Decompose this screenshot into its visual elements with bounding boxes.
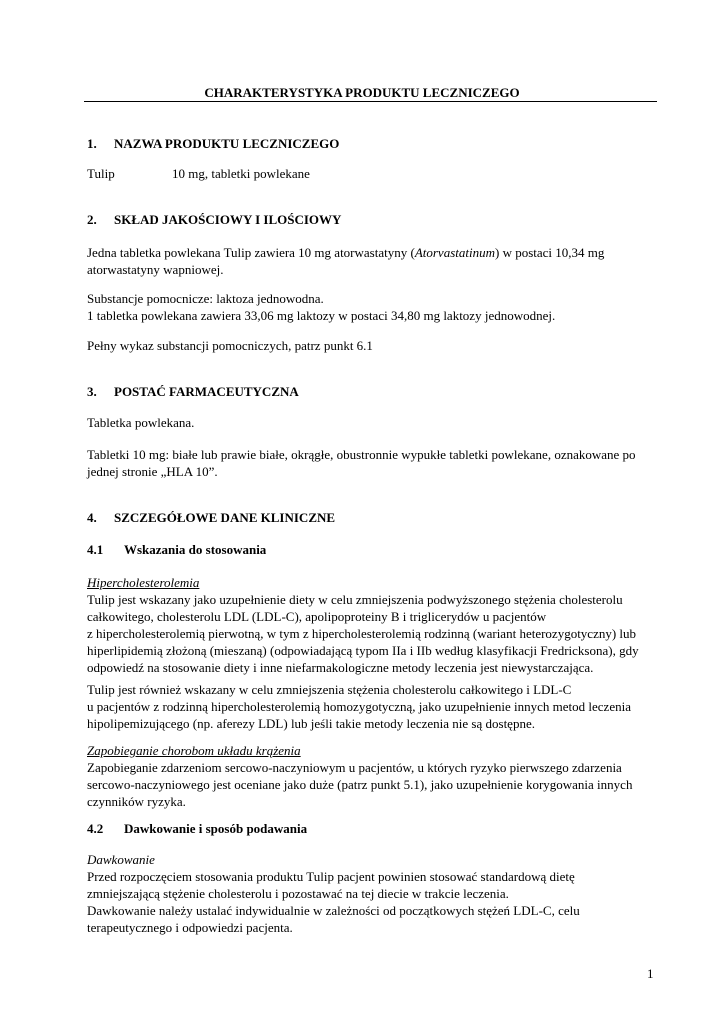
pharm-form-line: Tabletki 10 mg: białe lub prawie białe, okrągłe, obustronnie wypukłe tabletki powlekane, oznakowane po <box>87 447 636 462</box>
subheading-hypercholesterolemia: Hipercholesterolemia <box>87 575 200 590</box>
dosage-block <box>87 851 580 936</box>
section-title: SKŁAD JAKOŚCIOWY I ILOŚCIOWY <box>114 212 342 227</box>
text-line: czynników ryzyka. <box>87 794 186 809</box>
subsection-number: 4.2 <box>87 821 104 836</box>
full-list-note: Pełny wykaz substancji pomocniczych, patrz punkt 6.1 <box>87 338 373 353</box>
text-line: odpowiedź na stosowanie diety i inne niefarmakologiczne metody leczenia jest niewystarczająca. <box>87 660 594 675</box>
section-title: NAZWA PRODUKTU LECZNICZEGO <box>114 136 340 151</box>
text-line: hiperlipidemią złożoną (mieszaną) (odpowiadającą typom IIa i IIb według klasyfikacji Fredricksona), gdy <box>87 643 639 658</box>
text-line: Tulip jest również wskazany w celu zmniejszenia stężenia cholesterolu całkowitego i LDL-C <box>87 682 572 697</box>
text-line: Tulip jest wskazany jako uzupełnienie diety w celu zmniejszenia podwyższonego stężenia cholesterolu <box>87 592 623 607</box>
section-number: 4. <box>87 510 97 525</box>
subsection-number: 4.1 <box>87 542 104 557</box>
pharm-form-line: jednej stronie „HLA 10”. <box>87 464 218 479</box>
composition-text: ) w postaci 10,34 mg <box>494 245 605 260</box>
title-rule <box>84 101 657 102</box>
pharm-form-p2 <box>87 446 636 480</box>
pharm-form-p1: Tabletka powlekana. <box>87 415 195 430</box>
section-number: 2. <box>87 212 97 227</box>
section-title: SZCZEGÓŁOWE DANE KLINICZNE <box>114 510 336 525</box>
subheading-cardiovascular-prevention: Zapobieganie chorobom układu krążenia <box>87 743 301 758</box>
subheading-dosage: Dawkowanie <box>87 852 155 867</box>
subsection-title: Dawkowanie i sposób podawania <box>124 821 308 836</box>
latin-name: Atorvastatinum <box>414 245 495 260</box>
document-title: CHARAKTERYSTYKA PRODUKTU LECZNICZEGO <box>204 85 520 100</box>
excipients-line: 1 tabletka powlekana zawiera 33,06 mg laktozy w postaci 34,80 mg laktozy jednowodnej. <box>87 308 556 323</box>
excipients-line: Substancje pomocnicze: laktoza jednowodna. <box>87 291 324 306</box>
indications-block-3 <box>87 742 632 810</box>
text-line: sercowo-naczyniowego jest oceniane jako duże (patrz punkt 5.1), jako uzupełnienie korygowania innych <box>87 777 633 792</box>
section-title: POSTAĆ FARMACEUTYCZNA <box>114 384 299 399</box>
indications-block-2 <box>87 681 631 732</box>
text-line: Przed rozpoczęciem stosowania produktu Tulip pacjent powinien stosować standardową dietę <box>87 869 575 884</box>
page-number: 1 <box>647 966 654 981</box>
text-line: zmniejszającą stężenie cholesterolu i pozostawać na tej diecie w trakcie leczenia. <box>87 886 509 901</box>
excipients-paragraph <box>87 290 555 324</box>
text-line: całkowitego, cholesterolu LDL (LDL-C), apolipoproteiny B i triglicerydów u pacjentów <box>87 609 547 624</box>
text-line: Dawkowanie należy ustalać indywidualnie w zależności od początkowych stężeń LDL-C, celu <box>87 903 580 918</box>
composition-text: Jedna tabletka powlekana Tulip zawiera 10 mg atorwastatyny ( <box>87 245 415 260</box>
section-number: 1. <box>87 136 97 151</box>
indications-block-1 <box>87 574 639 676</box>
text-line: terapeutycznego i odpowiedzi pacjenta. <box>87 920 293 935</box>
text-line: hipolipemizującego (np. aferezy LDL) lub jeśli takie metody leczenia nie są dostępne. <box>87 716 535 731</box>
section-number: 3. <box>87 384 97 399</box>
product-name: Tulip <box>87 166 115 181</box>
composition-paragraph <box>87 244 604 278</box>
text-line: Zapobieganie zdarzeniom sercowo-naczyniowym u pacjentów, u których ryzyko pierwszego zdarzenia <box>87 760 622 775</box>
subsection-title: Wskazania do stosowania <box>124 542 267 557</box>
composition-line: atorwastatyny wapniowej. <box>87 262 224 277</box>
product-form: 10 mg, tabletki powlekane <box>172 166 310 181</box>
text-line: z hipercholesterolemią pierwotną, w tym z hipercholesterolemią rodzinną (wariant heterozygotyczny) lub <box>87 626 637 641</box>
text-line: u pacjentów z rodzinną hipercholesterolemią homozygotyczną, jako uzupełnienie innych metod leczenia <box>87 699 631 714</box>
